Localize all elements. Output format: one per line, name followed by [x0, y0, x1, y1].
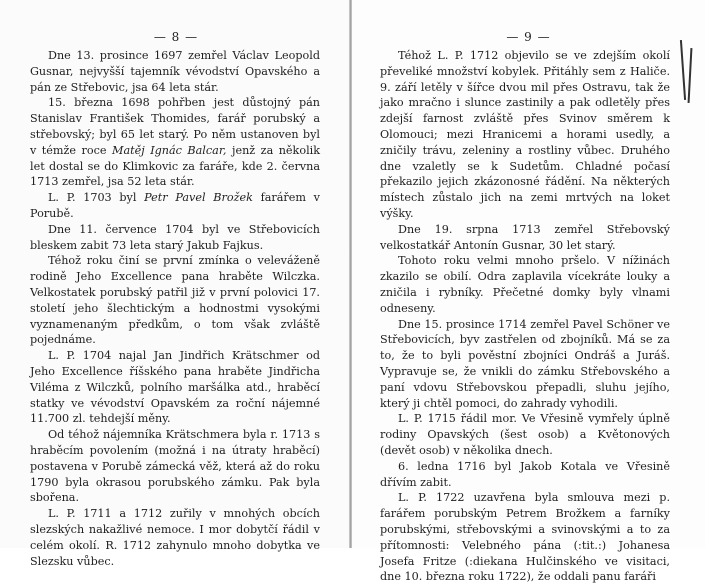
- left-page-text: [30, 48, 320, 569]
- paragraph: L. P. 1711 a 1712 zuřily v mnohých obcích slezských nakažlivé nemoce. I mor dobytčí řádil v celém okolí. R. 1712 zahynulo mnoho dobytka ve Slezsku vůbec.: [30, 507, 320, 568]
- paragraph: L. P. 1715 řádil mor. Ve Vřesině vymřely úplně rodiny Opavských (šest osob) a Květonových (devět osob) v několika dnech.: [380, 412, 670, 457]
- page-edge-mark: [688, 48, 692, 103]
- paragraph: Dne 15. prosince 1714 zemřel Pavel Schöner ve Střebovicích, byv zastřelen od zbojníků. Má se za to, že to byli pověstní zbojníci Ondráš a Juráš. Vypravuje se, že vnikli do zámku Střebovského a paní vdovu Střebovskou přepadli, sluhu jejího, který ji chtěl pomoci, do zahrady vyhodili.: [380, 317, 670, 410]
- paragraph: Téhož L. P. 1712 objevilo se ve zdejším okolí převeliké množství kobylek. Přitáhly sem z Haliče. 9. září letěly v šířce dvou mil přes Ostravu, tak že jako mračno i slunce zastinily a pak odletěly přes zdejší farnost zvláště přes Svinov směrem k Olomouci; mezi Hranicemi a horami usedly, a zničily trávu, zeleniny a rostliny vůbec. Druhého dne vzaletly se k Sudetům. Chladné počasí překazilo jejich zkázonosné řádění. Na některých místech zůstalo jich na zemi mrtvých na loket výšky.: [380, 49, 670, 220]
- page-edge-mark: [680, 40, 686, 100]
- right-page-text: [380, 48, 670, 585]
- paragraph: L. P. 1703 byl Petr Pavel Brožek farářem v Porubě.: [30, 191, 321, 220]
- paragraph: L. P. 1722 uzavřena byla smlouva mezi p. farářem porubským Petrem Brožkem a farníky porubskými, střebovskými a svinovskými a to za přítomnosti: Velebného pána (:tit.:) Johanesa Josefa Fritze (:diekana Hulčinského ve visitaci, dne 10. března roku 1722), že oddali panu faráři: [380, 491, 670, 584]
- page-number-right: — 9 —: [506, 30, 551, 44]
- paragraph: Dne 13. prosince 1697 zemřel Václav Leopold Gusnar, nejvyšší tajemník vévodství Opavského a pán ze Střebovic, jsa 64 leta stár.: [30, 49, 320, 94]
- paragraph: Dne 11. července 1704 byl ve Střebovicích bleskem zabit 73 leta starý Jakub Fajkus.: [30, 222, 320, 252]
- paragraph: Téhož roku činí se první zmínka o veleváženě rodině Jeho Excellence pana hraběte Wilczka. Velkostatek porubský patřil již v první polovici 17. století jeho šlechtickým a hodnostmi vysokými vyznamenaným předkům, o tom však zvláště pojednáme.: [30, 254, 320, 347]
- paragraph: 6. ledna 1716 byl Jakob Kotala ve Vřesině dřívím zabit.: [380, 459, 670, 489]
- paragraph: Tohoto roku velmi mnoho pršelo. V nížinách zkazilo se obilí. Odra zaplavila vícekráte louky a zničila i rybníky. Přečetné domky byly vlnami odneseny.: [380, 254, 670, 315]
- paragraph: Dne 19. srpna 1713 zemřel Střebovský velkostatkář Antonín Gusnar, 30 let starý.: [380, 222, 670, 252]
- left-page: [0, 0, 352, 568]
- paragraph: L. P. 1704 najal Jan Jindřich Krätschmer od Jeho Excellence říšského pana hraběte Jindřicha Viléma z Wilczků, polního maršálka atd., hraběcí statky ve vévodství Opavském za roční nájemné 11.700 zl. tehdejší měny.: [30, 349, 320, 426]
- page-number-left: — 8 —: [153, 30, 199, 44]
- paragraph: Od téhož nájemníka Krätschmera byla r. 1713 s hraběcím povolením (možná i na útraty hraběcí) postavena v Porubě zámecká věž, která až do roku 1790 byla okrasou porubského zámku. Pak byla sbořena.: [30, 428, 320, 505]
- paragraph: 15. března 1698 pohřben jest důstojný pán Stanislav František Thomides, farář porubský a střebovský; byl 65 let starý. Po něm ustanoven byl v témže roce Matěj Ignác Balcar, jenž za několik let dostal se do Klimkovic za faráře, kde 2. června 1713 zemřel, jsa 52 leta stár.: [30, 96, 320, 189]
- right-page: [352, 0, 705, 584]
